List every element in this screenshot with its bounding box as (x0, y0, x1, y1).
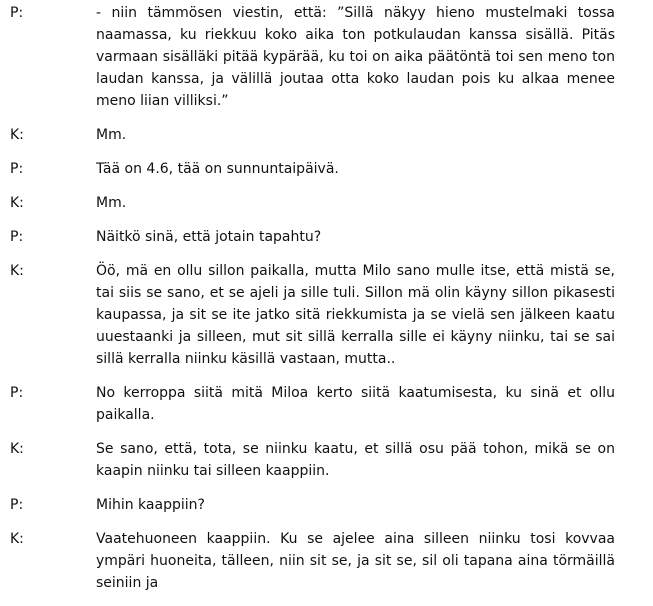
utterance-text: Näitkö sinä, että jotain tapahtu? (96, 229, 322, 245)
utterance-text: Öö, mä en ollu sillon paikalla, mutta Milo sano mulle itse, että mistä se, tai siis se sano, et se ajeli ja sille tuli. Sillon mä olin käyny sillon pikasesti kaupassa, ja sit se ite jatko sitä riekkumista ja se vielä sen jälkeen kaatu uuestaanki ja silleen, mut sit sillä kerralla sille ei käyny niinku, tai se sai sillä kerralla niinku käsillä vastaan, mutta.. (96, 263, 615, 367)
transcript (0, 2, 653, 606)
speaker-label: K: (10, 195, 24, 211)
speaker-label: P: (10, 229, 24, 245)
utterance-text: Tää on 4.6, tää on sunnuntaipäivä. (96, 161, 339, 177)
utterance-text: Mihin kaappiin? (96, 497, 205, 513)
utterance-text: Mm. (96, 127, 127, 143)
transcript-turn (0, 438, 653, 482)
speaker-label: K: (10, 531, 24, 547)
speaker-label: P: (10, 385, 24, 401)
transcript-turn (0, 124, 653, 146)
speaker-label: K: (10, 127, 24, 143)
transcript-turn (0, 494, 653, 516)
speaker-label: P: (10, 5, 24, 21)
speaker-label: P: (10, 497, 24, 513)
transcript-turn (0, 260, 653, 370)
speaker-label: P: (10, 161, 24, 177)
utterance-text: Vaatehuoneen kaappiin. Ku se ajelee aina silleen niinku tosi kovvaa ympäri huoneita, tälleen, niin sit se, ja sit se, sil oli tapana aina törmäillä seiniin ja (96, 531, 615, 591)
transcript-turn (0, 226, 653, 248)
transcript-turn (0, 528, 653, 594)
utterance-text: Mm. (96, 195, 127, 211)
speaker-label: K: (10, 441, 24, 457)
utterance-text: - niin tämmösen viestin, että: ”Sillä näkyy hieno mustelmaki tossa naamassa, ku riekkuu koko aika ton potkulaudan kanssa sisällä. Pitäs varmaan sisälläki pitää kypärää, ku toi on aika päätöntä toi sen meno ton laudan kanssa, ja välillä joutaa otta koko laudan pois ku alkaa menee meno liian villiksi.” (96, 5, 615, 109)
transcript-turn (0, 158, 653, 180)
utterance-text: Se sano, että, tota, se niinku kaatu, et sillä osu pää tohon, mikä se on kaapin niinku tai silleen kaappiin. (96, 441, 615, 479)
utterance-text: No kerroppa siitä mitä Miloa kerto siitä kaatumisesta, ku sinä et ollu paikalla. (96, 385, 615, 423)
transcript-turn (0, 192, 653, 214)
speaker-label: K: (10, 263, 24, 279)
transcript-turn (0, 382, 653, 426)
transcript-turn (0, 2, 653, 112)
